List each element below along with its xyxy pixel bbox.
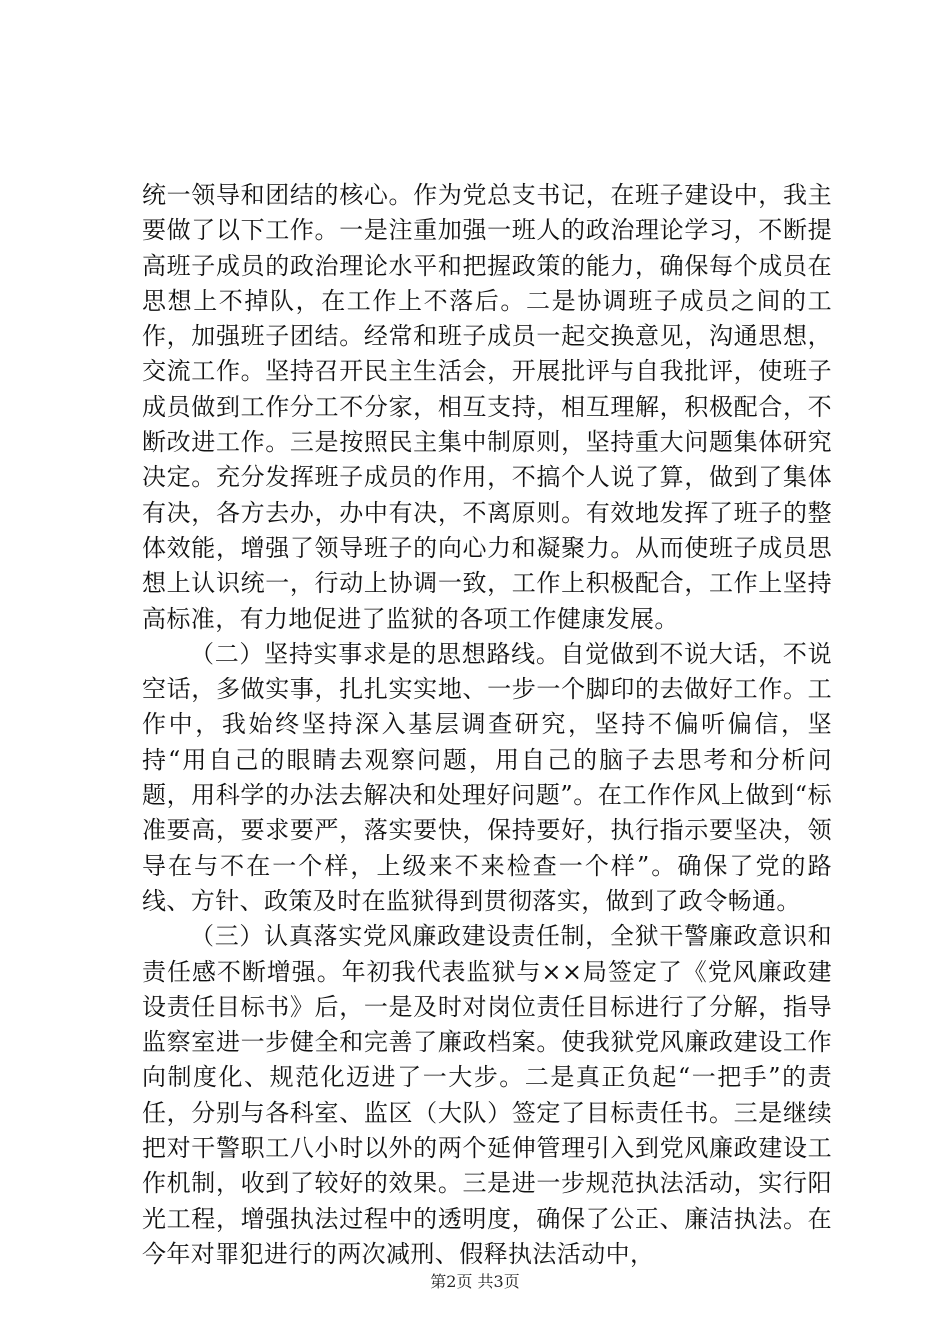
paragraph-3: （三）认真落实党风廉政建设责任制，全狱干警廉政意识和责任感不断增强。年初我代表监狱与××局签定了《党风廉政建设责任目标书》后，一是及时对岗位责任目标进行了分解，指导监察室进一步健全和完善了廉政档案。使我狱党风廉政建设工作向制度化、规范化迈进了一大步。二是真正负起“一把手”的责任，分别与各科室、监区（大队）签定了目标责任书。三是继续把对干警职工八小时以外的两个延伸管理引入到党风廉政建设工作机制，收到了较好的效果。三是进一步规范执法活动，实行阳光工程，增强执法过程中的透明度，确保了公正、廉洁执法。在今年对罪犯进行的两次减刑、假释执法活动中， <box>142 922 832 1268</box>
page-number-label: 第2页 共3页 <box>430 1272 520 1291</box>
page-footer <box>0 1272 950 1292</box>
document-body <box>142 178 832 1272</box>
paragraph-1: 统一领导和团结的核心。作为党总支书记，在班子建设中，我主要做了以下工作。一是注重加强一班人的政治理论学习，不断提高班子成员的政治理论水平和把握政策的能力，确保每个成员在思想上不掉队，在工作上不落后。二是协调班子成员之间的工作，加强班子团结。经常和班子成员一起交换意见，沟通思想，交流工作。坚持召开民主生活会，开展批评与自我批评，使班子成员做到工作分工不分家，相互支持，相互理解，积极配合，不断改进工作。三是按照民主集中制原则，坚持重大问题集体研究决定。充分发挥班子成员的作用，不搞个人说了算，做到了集体有决，各方去办，办中有决，不离原则。有效地发挥了班子的整体效能，增强了领导班子的向心力和凝聚力。从而使班子成员思想上认识统一，行动上协调一致，工作上积极配合，工作上坚持高标准，有力地促进了监狱的各项工作健康发展。 <box>142 181 832 633</box>
paragraph-2: （二）坚持实事求是的思想路线。自觉做到不说大话，不说空话，多做实事，扎扎实实地、一步一个脚印的去做好工作。工作中，我始终坚持深入基层调查研究，坚持不偏听偏信，坚持“用自己的眼睛去观察问题，用自己的脑子去思考和分析问题，用科学的办法去解决和处理好问题”。在工作作风上做到“标准要高，要求要严，落实要快，保持要好，执行指示要坚决，领导在与不在一个样，上级来不来检查一个样”。确保了党的路线、方针、政策及时在监狱得到贯彻落实，做到了政令畅通。 <box>142 639 832 915</box>
